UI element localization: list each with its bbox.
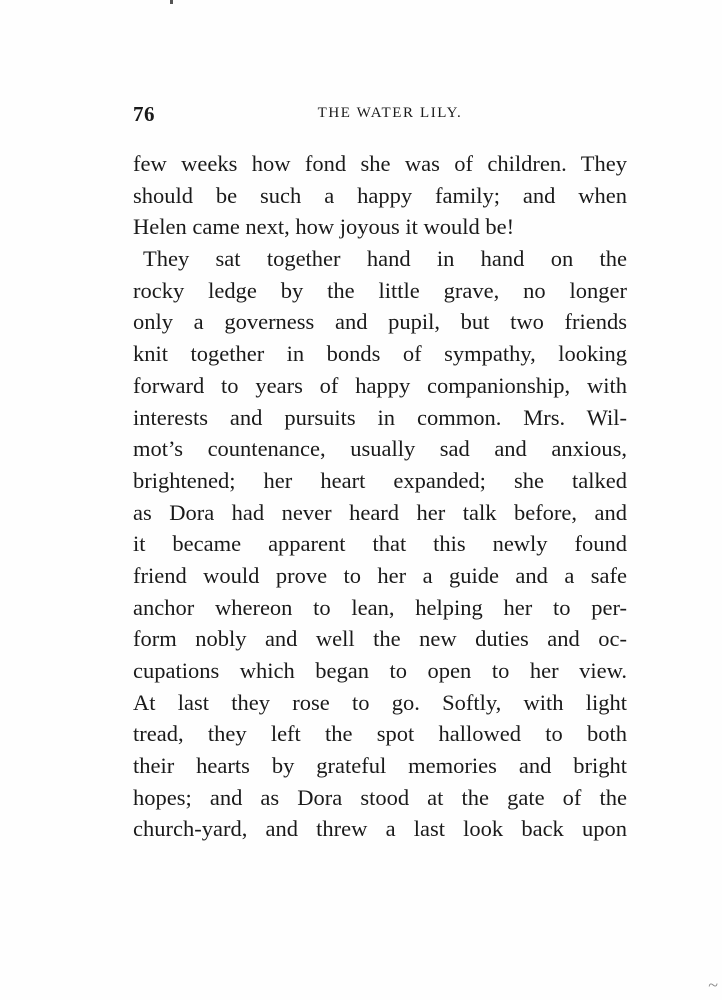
text-line: form nobly and well the new duties and oc- [133, 626, 627, 652]
text-line: as Dora had never heard her talk before, and [133, 499, 627, 525]
running-title: THE WATER LILY. [317, 105, 463, 121]
text-line: interests and pursuits in common. Mrs. Wil- [133, 404, 627, 430]
text-line: cupations which began to open to her view. [133, 658, 627, 683]
text-line: anchor whereon to lean, helping her to per- [133, 594, 627, 620]
text-line: They sat together hand in hand on the [143, 246, 627, 272]
text-line: forward to years of happy companionship, with [133, 372, 627, 398]
text-line: friend would prove to her a guide and a safe [133, 562, 627, 588]
text-line: it became apparent that this newly found [133, 531, 627, 557]
text-line: their hearts by grateful memories and bright [133, 753, 627, 779]
text-line: only a governess and pupil, but two friends [133, 309, 627, 335]
text-line: should be such a happy family; and when [133, 182, 627, 208]
corner-smudge-mark: ~ [708, 975, 718, 995]
text-line: few weeks how fond she was of children. They [133, 151, 627, 176]
text-line: brightened; her heart expanded; she talked [133, 467, 627, 493]
text-line: At last they rose to go. Softly, with light [133, 689, 627, 715]
page-number: 76 [133, 102, 155, 126]
text-line: tread, they left the spot hallowed to both [133, 721, 627, 747]
running-head [133, 102, 627, 130]
text-line: knit together in bonds of sympathy, looking [133, 341, 627, 367]
body-text [133, 148, 627, 845]
page-edge-mark [170, 0, 173, 4]
text-line: Helen came next, how joyous it would be! [133, 214, 515, 240]
text-line: church-yard, and threw a last look back upon [133, 816, 627, 842]
text-line: mot’s countenance, usually sad and anxious, [133, 436, 627, 462]
text-line: rocky ledge by the little grave, no longer [133, 277, 627, 303]
text-line: hopes; and as Dora stood at the gate of the [133, 784, 627, 810]
